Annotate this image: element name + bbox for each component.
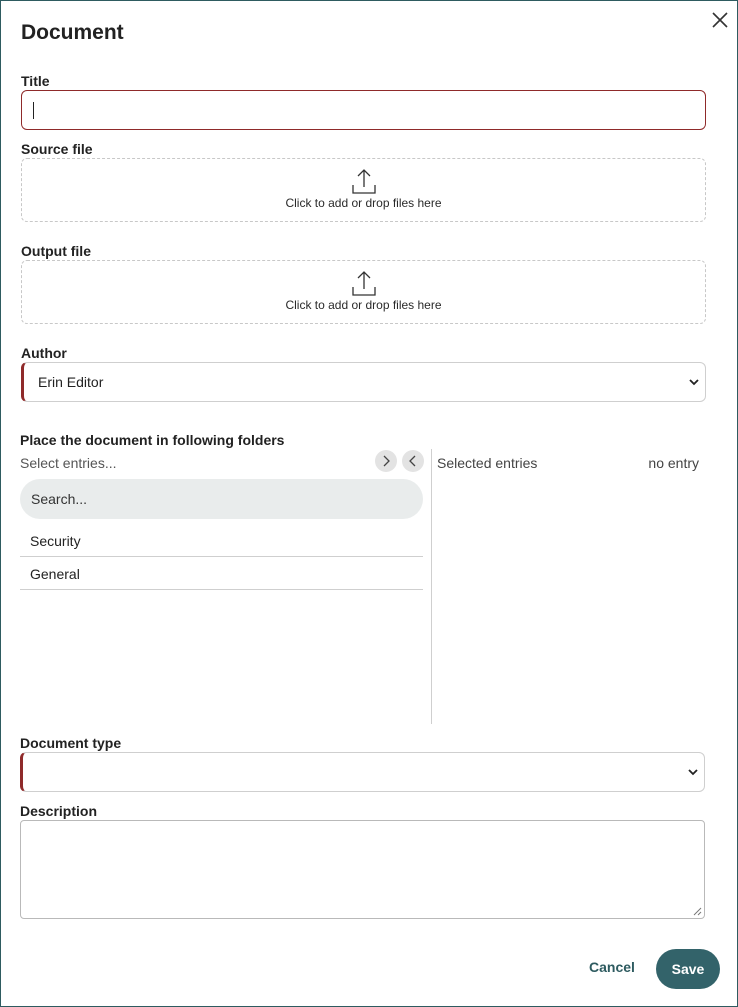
- author-select-value: Erin Editor: [38, 374, 104, 390]
- chevron-down-icon: [689, 378, 699, 386]
- source-file-dropzone[interactable]: [21, 158, 706, 222]
- folder-item-label: Security: [30, 533, 81, 549]
- chevron-right-icon: [381, 455, 391, 467]
- document-type-select[interactable]: [20, 752, 705, 792]
- remove-selected-button[interactable]: [402, 450, 424, 472]
- document-type-label: Document type: [20, 735, 122, 751]
- picker-divider: [431, 449, 432, 724]
- description-label: Description: [20, 803, 98, 819]
- available-entries-placeholder: Select entries...: [20, 455, 117, 471]
- upload-icon: [351, 270, 377, 297]
- upload-icon: [351, 168, 377, 195]
- text-caret: [33, 102, 34, 119]
- description-textarea[interactable]: [20, 820, 705, 919]
- chevron-left-icon: [408, 455, 418, 467]
- selected-entries-title: Selected entries: [437, 455, 538, 471]
- folder-list-item[interactable]: [20, 557, 423, 590]
- title-input[interactable]: [21, 90, 706, 130]
- chevron-down-icon: [688, 768, 698, 776]
- output-file-dropzone[interactable]: [21, 260, 706, 324]
- author-select[interactable]: [21, 362, 706, 402]
- source-dropzone-text: Click to add or drop files here: [285, 196, 442, 210]
- selected-entries-empty: no entry: [648, 455, 699, 471]
- output-file-label: Output file: [21, 243, 91, 259]
- cancel-button[interactable]: Cancel: [589, 959, 635, 975]
- folder-item-label: General: [30, 566, 80, 582]
- resize-handle-icon[interactable]: [693, 907, 702, 916]
- folder-list-item[interactable]: [20, 524, 423, 557]
- dialog-title: Document: [21, 21, 124, 44]
- output-dropzone-text: Click to add or drop files here: [285, 298, 442, 312]
- title-label: Title: [21, 73, 50, 89]
- folder-search-placeholder: Search...: [31, 491, 88, 507]
- add-selected-button[interactable]: [375, 450, 397, 472]
- folder-search-input[interactable]: [20, 479, 423, 519]
- save-button[interactable]: Save: [656, 949, 720, 989]
- source-file-label: Source file: [21, 141, 93, 157]
- author-label: Author: [21, 345, 67, 361]
- folders-label: Place the document in following folders: [20, 432, 285, 448]
- close-icon[interactable]: [709, 9, 731, 31]
